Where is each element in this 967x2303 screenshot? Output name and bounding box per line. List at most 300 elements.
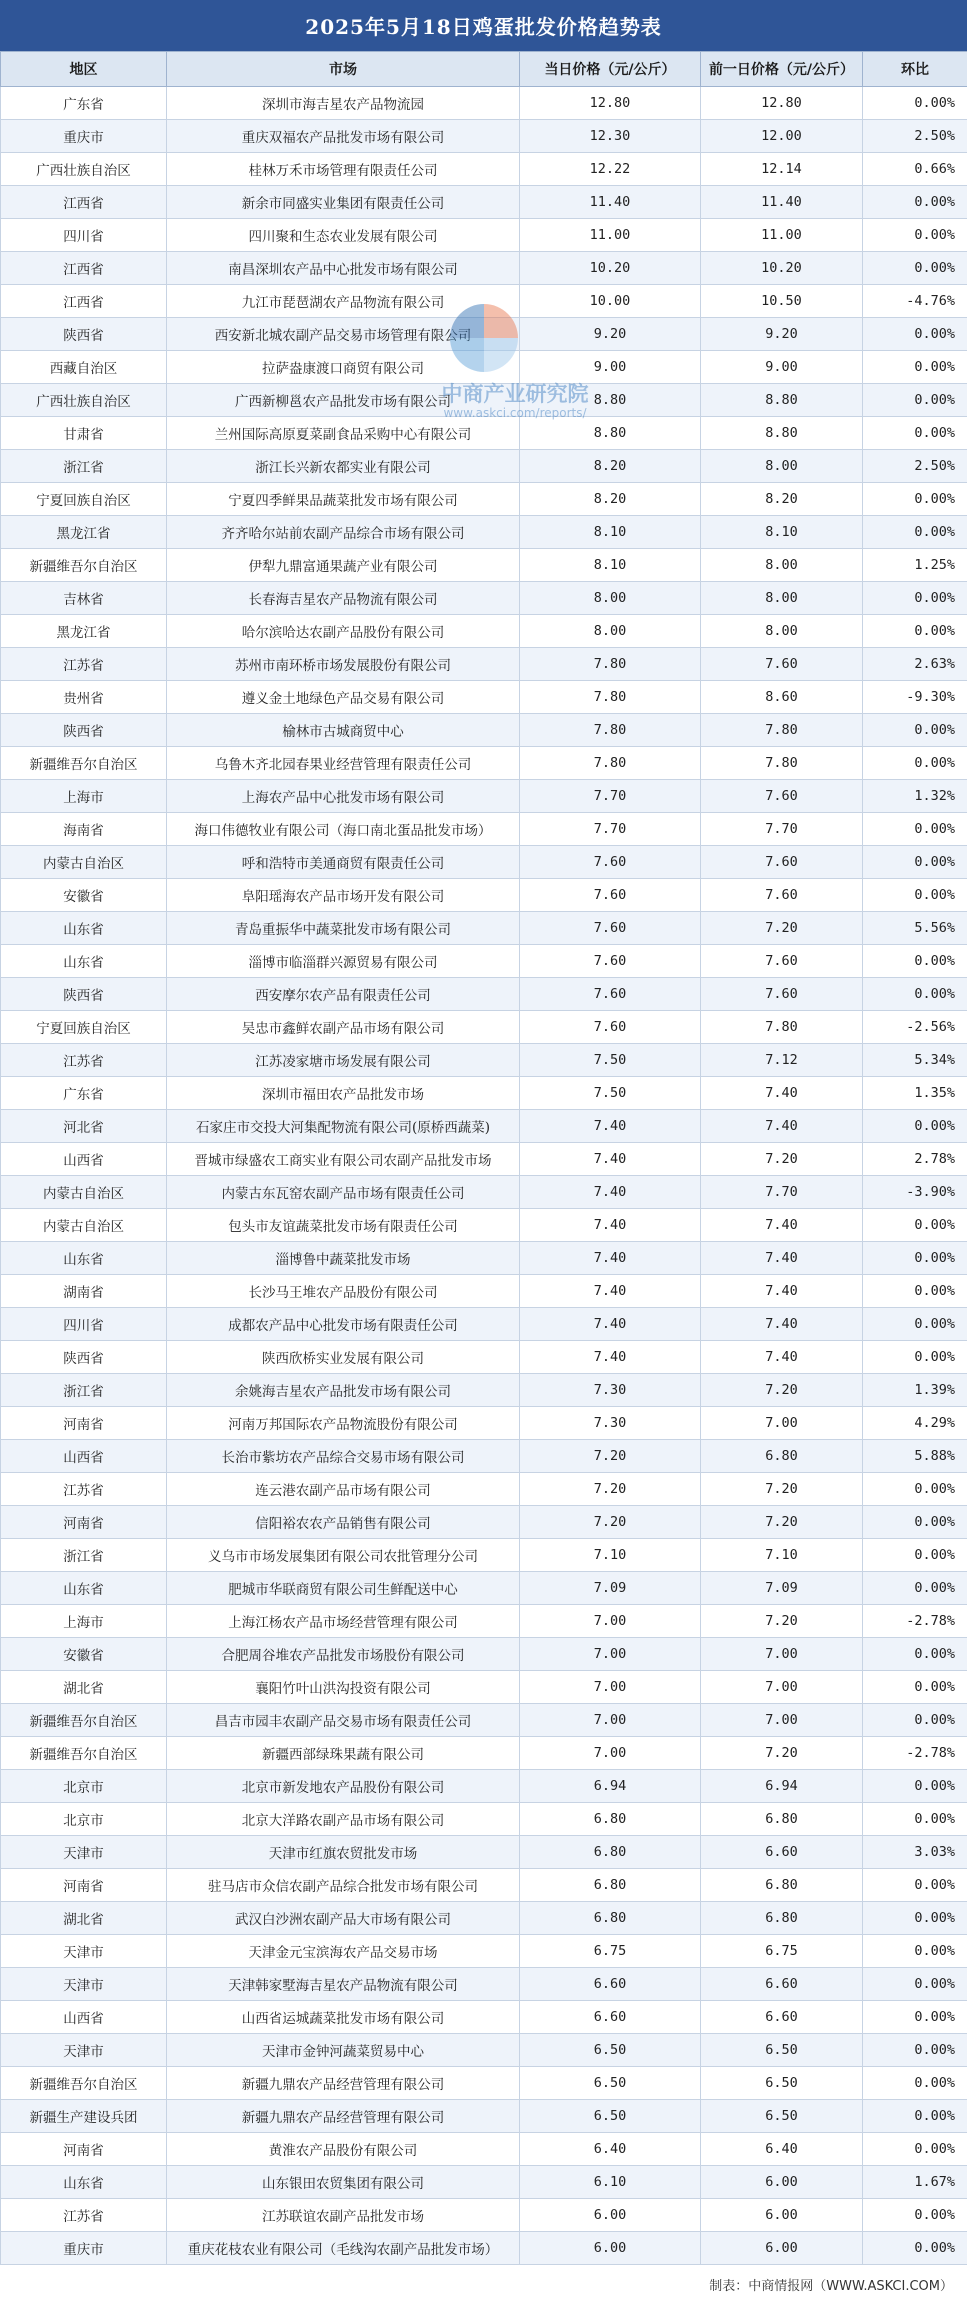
cell-region: 宁夏回族自治区 bbox=[1, 1011, 167, 1044]
table-row bbox=[1, 516, 967, 549]
cell-today-price: 7.10 bbox=[520, 1539, 701, 1572]
cell-region: 西藏自治区 bbox=[1, 351, 167, 384]
cell-change: 0.00% bbox=[863, 1308, 967, 1341]
cell-prev-price: 6.80 bbox=[701, 1803, 863, 1836]
cell-market: 兰州国际高原夏菜副食品采购中心有限公司 bbox=[167, 417, 520, 450]
cell-prev-price: 8.10 bbox=[701, 516, 863, 549]
cell-region: 黑龙江省 bbox=[1, 516, 167, 549]
cell-market: 西安摩尔农产品有限责任公司 bbox=[167, 978, 520, 1011]
cell-region: 山东省 bbox=[1, 1572, 167, 1605]
cell-today-price: 7.70 bbox=[520, 780, 701, 813]
cell-prev-price: 7.20 bbox=[701, 1473, 863, 1506]
cell-today-price: 7.50 bbox=[520, 1044, 701, 1077]
cell-today-price: 9.20 bbox=[520, 318, 701, 351]
cell-prev-price: 7.12 bbox=[701, 1044, 863, 1077]
cell-today-price: 8.10 bbox=[520, 549, 701, 582]
cell-region: 甘肃省 bbox=[1, 417, 167, 450]
cell-market: 昌吉市园丰农副产品交易市场有限责任公司 bbox=[167, 1704, 520, 1737]
table-row bbox=[1, 1770, 967, 1803]
cell-region: 吉林省 bbox=[1, 582, 167, 615]
cell-change: 1.67% bbox=[863, 2166, 967, 2199]
table-row bbox=[1, 252, 967, 285]
cell-market: 成都农产品中心批发市场有限责任公司 bbox=[167, 1308, 520, 1341]
cell-change: 0.00% bbox=[863, 1341, 967, 1374]
table-row bbox=[1, 285, 967, 318]
cell-region: 广东省 bbox=[1, 1077, 167, 1110]
cell-region: 贵州省 bbox=[1, 681, 167, 714]
cell-market: 重庆双福农产品批发市场有限公司 bbox=[167, 120, 520, 153]
cell-change: 1.32% bbox=[863, 780, 967, 813]
cell-region: 河南省 bbox=[1, 1869, 167, 1902]
cell-region: 天津市 bbox=[1, 2034, 167, 2067]
table-row bbox=[1, 582, 967, 615]
cell-market: 九江市琵琶湖农产品物流有限公司 bbox=[167, 285, 520, 318]
cell-change: 0.00% bbox=[863, 1242, 967, 1275]
cell-market: 桂林万禾市场管理有限责任公司 bbox=[167, 153, 520, 186]
cell-change: 5.56% bbox=[863, 912, 967, 945]
cell-region: 新疆维吾尔自治区 bbox=[1, 2067, 167, 2100]
cell-region: 新疆维吾尔自治区 bbox=[1, 747, 167, 780]
cell-prev-price: 7.20 bbox=[701, 1506, 863, 1539]
cell-market: 天津市金钟河蔬菜贸易中心 bbox=[167, 2034, 520, 2067]
cell-change: 0.00% bbox=[863, 417, 967, 450]
cell-today-price: 7.30 bbox=[520, 1407, 701, 1440]
cell-prev-price: 7.20 bbox=[701, 1143, 863, 1176]
table-row bbox=[1, 1737, 967, 1770]
table-row bbox=[1, 1671, 967, 1704]
cell-today-price: 7.80 bbox=[520, 648, 701, 681]
cell-change: 0.00% bbox=[863, 2034, 967, 2067]
cell-region: 海南省 bbox=[1, 813, 167, 846]
table-row bbox=[1, 1176, 967, 1209]
cell-region: 河北省 bbox=[1, 1110, 167, 1143]
cell-prev-price: 7.60 bbox=[701, 879, 863, 912]
cell-region: 山东省 bbox=[1, 1242, 167, 1275]
cell-market: 新疆九鼎农产品经营管理有限公司 bbox=[167, 2067, 520, 2100]
cell-prev-price: 7.60 bbox=[701, 780, 863, 813]
table-row bbox=[1, 1473, 967, 1506]
cell-market: 拉萨盎康渡口商贸有限公司 bbox=[167, 351, 520, 384]
header-today-price: 当日价格（元/公斤） bbox=[520, 52, 701, 87]
cell-region: 山东省 bbox=[1, 945, 167, 978]
cell-today-price: 6.00 bbox=[520, 2199, 701, 2232]
cell-change: 0.00% bbox=[863, 1770, 967, 1803]
table-row bbox=[1, 714, 967, 747]
table-row bbox=[1, 813, 967, 846]
table-row bbox=[1, 1242, 967, 1275]
cell-prev-price: 7.00 bbox=[701, 1407, 863, 1440]
table-row bbox=[1, 1572, 967, 1605]
cell-change: 3.03% bbox=[863, 1836, 967, 1869]
cell-today-price: 6.60 bbox=[520, 2001, 701, 2034]
cell-today-price: 7.50 bbox=[520, 1077, 701, 1110]
header-change: 环比 bbox=[863, 52, 967, 87]
cell-today-price: 6.80 bbox=[520, 1869, 701, 1902]
cell-prev-price: 8.60 bbox=[701, 681, 863, 714]
cell-market: 北京大洋路农副产品市场有限公司 bbox=[167, 1803, 520, 1836]
cell-market: 新余市同盛实业集团有限责任公司 bbox=[167, 186, 520, 219]
cell-today-price: 8.00 bbox=[520, 615, 701, 648]
cell-region: 黑龙江省 bbox=[1, 615, 167, 648]
cell-market: 内蒙古东瓦窑农副产品市场有限责任公司 bbox=[167, 1176, 520, 1209]
cell-change: 0.00% bbox=[863, 879, 967, 912]
cell-today-price: 11.40 bbox=[520, 186, 701, 219]
cell-change: 0.00% bbox=[863, 1704, 967, 1737]
cell-region: 山西省 bbox=[1, 1440, 167, 1473]
table-row bbox=[1, 978, 967, 1011]
cell-market: 义乌市市场发展集团有限公司农批管理分公司 bbox=[167, 1539, 520, 1572]
cell-today-price: 6.80 bbox=[520, 1836, 701, 1869]
cell-today-price: 6.50 bbox=[520, 2034, 701, 2067]
cell-change: 0.00% bbox=[863, 1671, 967, 1704]
cell-prev-price: 12.80 bbox=[701, 87, 863, 120]
cell-today-price: 10.00 bbox=[520, 285, 701, 318]
cell-change: 0.00% bbox=[863, 846, 967, 879]
cell-region: 江苏省 bbox=[1, 1473, 167, 1506]
cell-region: 陕西省 bbox=[1, 318, 167, 351]
cell-market: 吴忠市鑫鲜农副产品市场有限公司 bbox=[167, 1011, 520, 1044]
cell-market: 天津韩家墅海吉星农产品物流有限公司 bbox=[167, 1968, 520, 2001]
cell-prev-price: 7.00 bbox=[701, 1704, 863, 1737]
cell-prev-price: 6.00 bbox=[701, 2232, 863, 2265]
cell-market: 淄博鲁中蔬菜批发市场 bbox=[167, 1242, 520, 1275]
cell-today-price: 8.00 bbox=[520, 582, 701, 615]
table-row bbox=[1, 483, 967, 516]
table-row bbox=[1, 2166, 967, 2199]
table-row bbox=[1, 2034, 967, 2067]
table-row bbox=[1, 351, 967, 384]
cell-change: 2.50% bbox=[863, 450, 967, 483]
cell-today-price: 7.40 bbox=[520, 1110, 701, 1143]
cell-market: 黄淮农产品股份有限公司 bbox=[167, 2133, 520, 2166]
cell-region: 江苏省 bbox=[1, 648, 167, 681]
cell-region: 四川省 bbox=[1, 1308, 167, 1341]
cell-today-price: 12.22 bbox=[520, 153, 701, 186]
cell-change: 0.00% bbox=[863, 483, 967, 516]
cell-prev-price: 7.00 bbox=[701, 1671, 863, 1704]
table-row bbox=[1, 120, 967, 153]
table-row bbox=[1, 384, 967, 417]
cell-today-price: 7.20 bbox=[520, 1473, 701, 1506]
cell-today-price: 7.80 bbox=[520, 747, 701, 780]
cell-change: 0.00% bbox=[863, 516, 967, 549]
cell-change: 0.00% bbox=[863, 1572, 967, 1605]
table-row bbox=[1, 747, 967, 780]
table-row bbox=[1, 1374, 967, 1407]
cell-change: 0.00% bbox=[863, 1275, 967, 1308]
cell-region: 湖南省 bbox=[1, 1275, 167, 1308]
cell-change: 0.00% bbox=[863, 978, 967, 1011]
cell-today-price: 7.40 bbox=[520, 1275, 701, 1308]
cell-prev-price: 6.00 bbox=[701, 2199, 863, 2232]
cell-prev-price: 7.09 bbox=[701, 1572, 863, 1605]
cell-region: 内蒙古自治区 bbox=[1, 846, 167, 879]
cell-prev-price: 6.50 bbox=[701, 2067, 863, 2100]
cell-today-price: 12.30 bbox=[520, 120, 701, 153]
cell-today-price: 7.40 bbox=[520, 1341, 701, 1374]
cell-today-price: 7.40 bbox=[520, 1176, 701, 1209]
cell-market: 青岛重振华中蔬菜批发市场有限公司 bbox=[167, 912, 520, 945]
cell-prev-price: 7.70 bbox=[701, 1176, 863, 1209]
cell-change: 1.25% bbox=[863, 549, 967, 582]
cell-prev-price: 7.40 bbox=[701, 1242, 863, 1275]
table-row bbox=[1, 1506, 967, 1539]
cell-market: 合肥周谷堆农产品批发市场股份有限公司 bbox=[167, 1638, 520, 1671]
cell-market: 连云港农副产品市场有限公司 bbox=[167, 1473, 520, 1506]
table-row bbox=[1, 87, 967, 120]
cell-prev-price: 6.50 bbox=[701, 2100, 863, 2133]
cell-change: 4.29% bbox=[863, 1407, 967, 1440]
cell-market: 浙江长兴新农都实业有限公司 bbox=[167, 450, 520, 483]
table-row bbox=[1, 417, 967, 450]
cell-today-price: 7.70 bbox=[520, 813, 701, 846]
cell-today-price: 7.00 bbox=[520, 1605, 701, 1638]
cell-region: 湖北省 bbox=[1, 1671, 167, 1704]
cell-prev-price: 6.60 bbox=[701, 2001, 863, 2034]
cell-change: 0.00% bbox=[863, 2199, 967, 2232]
cell-today-price: 6.40 bbox=[520, 2133, 701, 2166]
table-row bbox=[1, 945, 967, 978]
cell-region: 河南省 bbox=[1, 1407, 167, 1440]
cell-market: 新疆西部绿珠果蔬有限公司 bbox=[167, 1737, 520, 1770]
cell-market: 乌鲁木齐北园春果业经营管理有限责任公司 bbox=[167, 747, 520, 780]
cell-region: 重庆市 bbox=[1, 2232, 167, 2265]
cell-change: -2.78% bbox=[863, 1605, 967, 1638]
cell-region: 四川省 bbox=[1, 219, 167, 252]
table-row bbox=[1, 1077, 967, 1110]
cell-today-price: 7.60 bbox=[520, 1011, 701, 1044]
cell-region: 重庆市 bbox=[1, 120, 167, 153]
cell-today-price: 7.40 bbox=[520, 1308, 701, 1341]
table-row bbox=[1, 1308, 967, 1341]
cell-prev-price: 7.60 bbox=[701, 945, 863, 978]
table-row bbox=[1, 681, 967, 714]
cell-prev-price: 7.20 bbox=[701, 1737, 863, 1770]
cell-change: 0.00% bbox=[863, 2232, 967, 2265]
cell-market: 肥城市华联商贸有限公司生鲜配送中心 bbox=[167, 1572, 520, 1605]
table-row bbox=[1, 153, 967, 186]
cell-change: 5.34% bbox=[863, 1044, 967, 1077]
cell-today-price: 8.20 bbox=[520, 483, 701, 516]
cell-region: 天津市 bbox=[1, 1935, 167, 1968]
table-row bbox=[1, 2100, 967, 2133]
cell-market: 上海农产品中心批发市场有限公司 bbox=[167, 780, 520, 813]
cell-market: 驻马店市众信农副产品综合批发市场有限公司 bbox=[167, 1869, 520, 1902]
cell-region: 新疆生产建设兵团 bbox=[1, 2100, 167, 2133]
cell-region: 上海市 bbox=[1, 780, 167, 813]
cell-region: 宁夏回族自治区 bbox=[1, 483, 167, 516]
cell-change: -9.30% bbox=[863, 681, 967, 714]
cell-market: 山西省运城蔬菜批发市场有限公司 bbox=[167, 2001, 520, 2034]
cell-today-price: 7.40 bbox=[520, 1209, 701, 1242]
cell-market: 河南万邦国际农产品物流股份有限公司 bbox=[167, 1407, 520, 1440]
cell-change: 0.00% bbox=[863, 1473, 967, 1506]
cell-change: 0.00% bbox=[863, 615, 967, 648]
cell-prev-price: 9.00 bbox=[701, 351, 863, 384]
cell-change: 0.00% bbox=[863, 582, 967, 615]
cell-market: 长治市紫坊农产品综合交易市场有限公司 bbox=[167, 1440, 520, 1473]
cell-change: 0.00% bbox=[863, 384, 967, 417]
header-row bbox=[1, 52, 967, 87]
cell-region: 浙江省 bbox=[1, 450, 167, 483]
cell-today-price: 6.75 bbox=[520, 1935, 701, 1968]
cell-change: 0.00% bbox=[863, 1110, 967, 1143]
cell-market: 遵义金土地绿色产品交易有限公司 bbox=[167, 681, 520, 714]
cell-change: 5.88% bbox=[863, 1440, 967, 1473]
cell-today-price: 7.00 bbox=[520, 1671, 701, 1704]
cell-today-price: 6.50 bbox=[520, 2067, 701, 2100]
cell-change: 0.00% bbox=[863, 87, 967, 120]
cell-prev-price: 8.00 bbox=[701, 582, 863, 615]
cell-change: 2.50% bbox=[863, 120, 967, 153]
cell-change: 0.00% bbox=[863, 186, 967, 219]
cell-prev-price: 11.00 bbox=[701, 219, 863, 252]
cell-change: -2.78% bbox=[863, 1737, 967, 1770]
cell-prev-price: 10.50 bbox=[701, 285, 863, 318]
cell-prev-price: 7.40 bbox=[701, 1341, 863, 1374]
cell-today-price: 7.00 bbox=[520, 1704, 701, 1737]
table-row bbox=[1, 2199, 967, 2232]
cell-today-price: 8.80 bbox=[520, 417, 701, 450]
cell-region: 安徽省 bbox=[1, 1638, 167, 1671]
cell-market: 包头市友谊蔬菜批发市场有限责任公司 bbox=[167, 1209, 520, 1242]
cell-today-price: 7.60 bbox=[520, 879, 701, 912]
cell-market: 淄博市临淄群兴源贸易有限公司 bbox=[167, 945, 520, 978]
cell-change: 0.00% bbox=[863, 1869, 967, 1902]
table-row bbox=[1, 2001, 967, 2034]
cell-change: 0.00% bbox=[863, 714, 967, 747]
cell-today-price: 7.20 bbox=[520, 1440, 701, 1473]
cell-change: -4.76% bbox=[863, 285, 967, 318]
cell-market: 余姚海吉星农产品批发市场有限公司 bbox=[167, 1374, 520, 1407]
cell-region: 江西省 bbox=[1, 252, 167, 285]
table-row bbox=[1, 846, 967, 879]
cell-change: 0.00% bbox=[863, 813, 967, 846]
cell-region: 新疆维吾尔自治区 bbox=[1, 1704, 167, 1737]
table-row bbox=[1, 1011, 967, 1044]
cell-market: 深圳市海吉星农产品物流园 bbox=[167, 87, 520, 120]
cell-region: 山东省 bbox=[1, 912, 167, 945]
cell-market: 苏州市南环桥市场发展股份有限公司 bbox=[167, 648, 520, 681]
cell-prev-price: 12.00 bbox=[701, 120, 863, 153]
cell-region: 湖北省 bbox=[1, 1902, 167, 1935]
cell-today-price: 7.60 bbox=[520, 846, 701, 879]
cell-market: 四川聚和生态农业发展有限公司 bbox=[167, 219, 520, 252]
cell-prev-price: 7.60 bbox=[701, 978, 863, 1011]
cell-today-price: 7.40 bbox=[520, 1242, 701, 1275]
cell-market: 宁夏四季鲜果品蔬菜批发市场有限公司 bbox=[167, 483, 520, 516]
table-row bbox=[1, 1638, 967, 1671]
cell-region: 天津市 bbox=[1, 1968, 167, 2001]
table-row bbox=[1, 219, 967, 252]
cell-today-price: 6.80 bbox=[520, 1902, 701, 1935]
table-row bbox=[1, 1110, 967, 1143]
cell-today-price: 6.60 bbox=[520, 1968, 701, 2001]
cell-region: 江苏省 bbox=[1, 2199, 167, 2232]
cell-market: 新疆九鼎农产品经营管理有限公司 bbox=[167, 2100, 520, 2133]
cell-prev-price: 11.40 bbox=[701, 186, 863, 219]
cell-region: 河南省 bbox=[1, 1506, 167, 1539]
cell-prev-price: 8.20 bbox=[701, 483, 863, 516]
egg-price-table bbox=[0, 51, 967, 2265]
cell-market: 陕西欣桥实业发展有限公司 bbox=[167, 1341, 520, 1374]
watermark-text: 中商产业研究院 bbox=[410, 378, 620, 408]
cell-change: 0.00% bbox=[863, 2133, 967, 2166]
cell-today-price: 7.20 bbox=[520, 1506, 701, 1539]
cell-region: 上海市 bbox=[1, 1605, 167, 1638]
cell-change: 0.00% bbox=[863, 2100, 967, 2133]
table-row bbox=[1, 1440, 967, 1473]
cell-market: 石家庄市交投大河集配物流有限公司(原桥西蔬菜) bbox=[167, 1110, 520, 1143]
table-row bbox=[1, 1902, 967, 1935]
cell-prev-price: 6.40 bbox=[701, 2133, 863, 2166]
table-row bbox=[1, 1143, 967, 1176]
cell-market: 山东银田农贸集团有限公司 bbox=[167, 2166, 520, 2199]
cell-today-price: 8.20 bbox=[520, 450, 701, 483]
cell-today-price: 7.00 bbox=[520, 1737, 701, 1770]
table-row bbox=[1, 1275, 967, 1308]
cell-prev-price: 8.80 bbox=[701, 417, 863, 450]
cell-prev-price: 6.00 bbox=[701, 2166, 863, 2199]
cell-region: 浙江省 bbox=[1, 1374, 167, 1407]
cell-prev-price: 7.10 bbox=[701, 1539, 863, 1572]
table-row bbox=[1, 1803, 967, 1836]
table-row bbox=[1, 2133, 967, 2166]
table-row bbox=[1, 1209, 967, 1242]
cell-region: 广西壮族自治区 bbox=[1, 153, 167, 186]
cell-region: 新疆维吾尔自治区 bbox=[1, 1737, 167, 1770]
cell-market: 哈尔滨哈达农副产品股份有限公司 bbox=[167, 615, 520, 648]
table-row bbox=[1, 186, 967, 219]
cell-prev-price: 8.00 bbox=[701, 549, 863, 582]
cell-region: 广东省 bbox=[1, 87, 167, 120]
cell-region: 江西省 bbox=[1, 186, 167, 219]
cell-prev-price: 7.00 bbox=[701, 1638, 863, 1671]
cell-region: 天津市 bbox=[1, 1836, 167, 1869]
cell-prev-price: 12.14 bbox=[701, 153, 863, 186]
cell-prev-price: 10.20 bbox=[701, 252, 863, 285]
cell-market: 江苏联谊农副产品批发市场 bbox=[167, 2199, 520, 2232]
cell-market: 上海江杨农产品市场经营管理有限公司 bbox=[167, 1605, 520, 1638]
cell-change: 0.66% bbox=[863, 153, 967, 186]
cell-change: -3.90% bbox=[863, 1176, 967, 1209]
cell-today-price: 6.94 bbox=[520, 1770, 701, 1803]
table-row bbox=[1, 1407, 967, 1440]
cell-market: 西安新北城农副产品交易市场管理有限公司 bbox=[167, 318, 520, 351]
cell-market: 武汉白沙洲农副产品大市场有限公司 bbox=[167, 1902, 520, 1935]
cell-region: 内蒙古自治区 bbox=[1, 1209, 167, 1242]
cell-market: 深圳市福田农产品批发市场 bbox=[167, 1077, 520, 1110]
table-row bbox=[1, 1704, 967, 1737]
cell-region: 北京市 bbox=[1, 1770, 167, 1803]
table-row bbox=[1, 2232, 967, 2265]
cell-region: 江西省 bbox=[1, 285, 167, 318]
cell-prev-price: 6.60 bbox=[701, 1836, 863, 1869]
cell-region: 江苏省 bbox=[1, 1044, 167, 1077]
table-row bbox=[1, 1605, 967, 1638]
cell-prev-price: 7.80 bbox=[701, 1011, 863, 1044]
cell-region: 陕西省 bbox=[1, 714, 167, 747]
cell-prev-price: 7.80 bbox=[701, 747, 863, 780]
source-note: 制表：中商情报网（WWW.ASKCI.COM） bbox=[0, 2265, 967, 2303]
table-row bbox=[1, 549, 967, 582]
cell-region: 山西省 bbox=[1, 2001, 167, 2034]
cell-prev-price: 7.20 bbox=[701, 912, 863, 945]
cell-prev-price: 8.80 bbox=[701, 384, 863, 417]
cell-region: 河南省 bbox=[1, 2133, 167, 2166]
cell-market: 长春海吉星农产品物流有限公司 bbox=[167, 582, 520, 615]
cell-change: 0.00% bbox=[863, 252, 967, 285]
